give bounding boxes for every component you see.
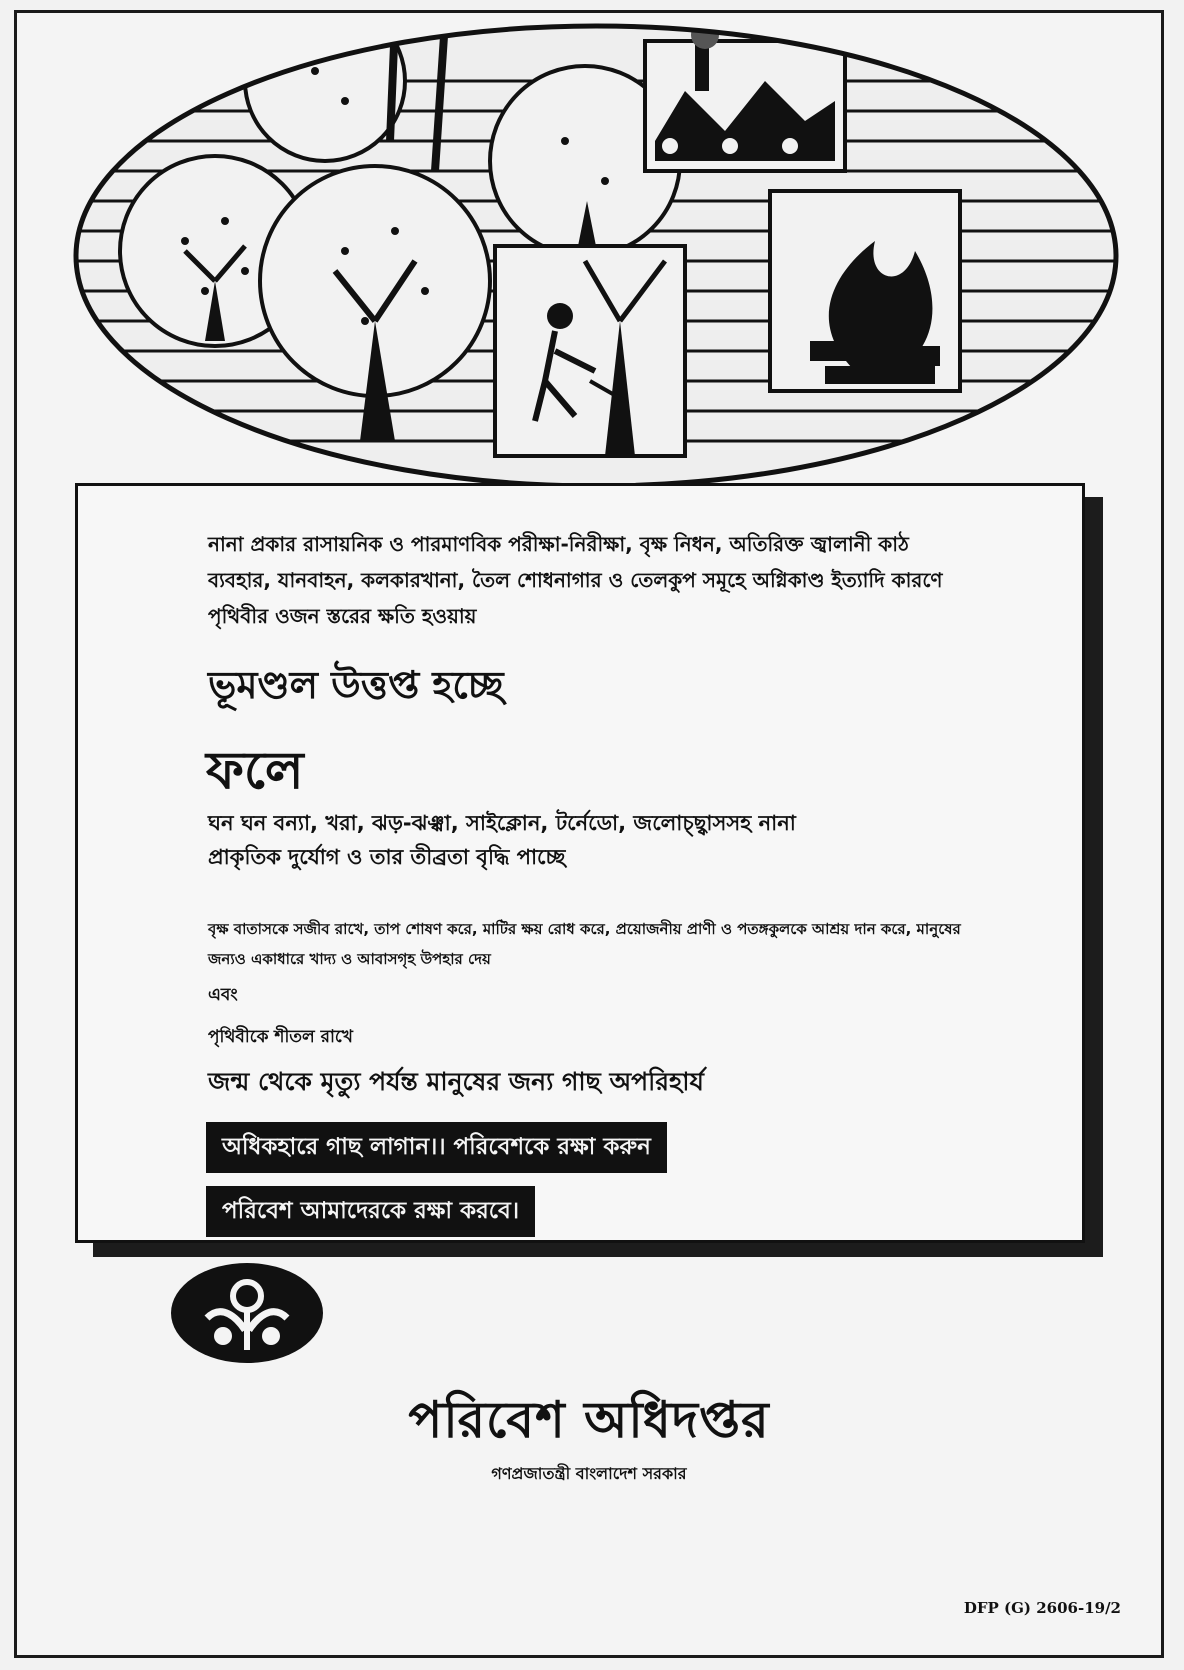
essential-line: জন্ম থেকে মৃত্যু পর্যন্ত মানুষের জন্য গাছ অপরিহার্য [208,1067,704,1096]
slogan-banner-1: অধিকহারে গাছ লাগান।। পরিবেশকে রক্ষা করুন [206,1122,667,1173]
environment-illustration [65,21,1127,491]
organization-name: পরিবেশ অধিদপ্তর [408,1391,770,1449]
and-word: এবং [208,985,238,1005]
message-panel [75,483,1085,1243]
department-logo [167,1258,327,1368]
reference-code: DFP (G) 2606-19/2 [963,1599,1121,1617]
intro-paragraph: নানা প্রকার রাসায়নিক ও পারমাণবিক পরীক্ষা-নিরীক্ষা, বৃক্ষ নিধন, অতিরিক্ত জ্বালানী কাঠ ব্যবহার, যানবাহন, কলকারখানা, তৈল শোধনাগার ও তেলকুপ সমূহে অগ্নিকাণ্ড ইত্যাদি কারণে পৃথিবীর ওজন স্তরের ক্ষতি হওয়ায় [208,532,943,628]
fire-scene [770,191,960,391]
advertisement-frame [14,10,1164,1658]
cool-line: পৃথিবীকে শীতল রাখে [208,1027,353,1047]
benefits-paragraph: বৃক্ষ বাতাসকে সজীব রাখে, তাপ শোষণ করে, মাটির ক্ষয় রোধ করে, প্রয়োজনীয় প্রাণী ও পতঙ্গকুলকে আশ্রয় দান করে, মানুষের জন্যও একাধারে খাদ্য ও আবাসগৃহ উপহার দেয় [208,920,961,968]
factory-scene [645,21,845,171]
woodcutter-scene [495,246,685,456]
effects-paragraph: ঘন ঘন বন্যা, খরা, ঝড়-ঝঞ্ঝা, সাইক্লোন, টর্নেডো, জলোচ্ছ্বাসসহ নানা প্রাকৃতিক দুর্যোগ ও তার তীব্রতা বৃদ্ধি পাচ্ছে [208,811,796,869]
slogan-banner-2: পরিবেশ আমাদেরকে রক্ষা করবে। [206,1186,535,1237]
headline: ভূমণ্ডল উত্তপ্ত হচ্ছে [208,662,504,707]
script-word: ফলে [206,740,304,801]
organization-subtitle: গণপ্রজাতন্ত্রী বাংলাদেশ সরকার [491,1464,687,1483]
